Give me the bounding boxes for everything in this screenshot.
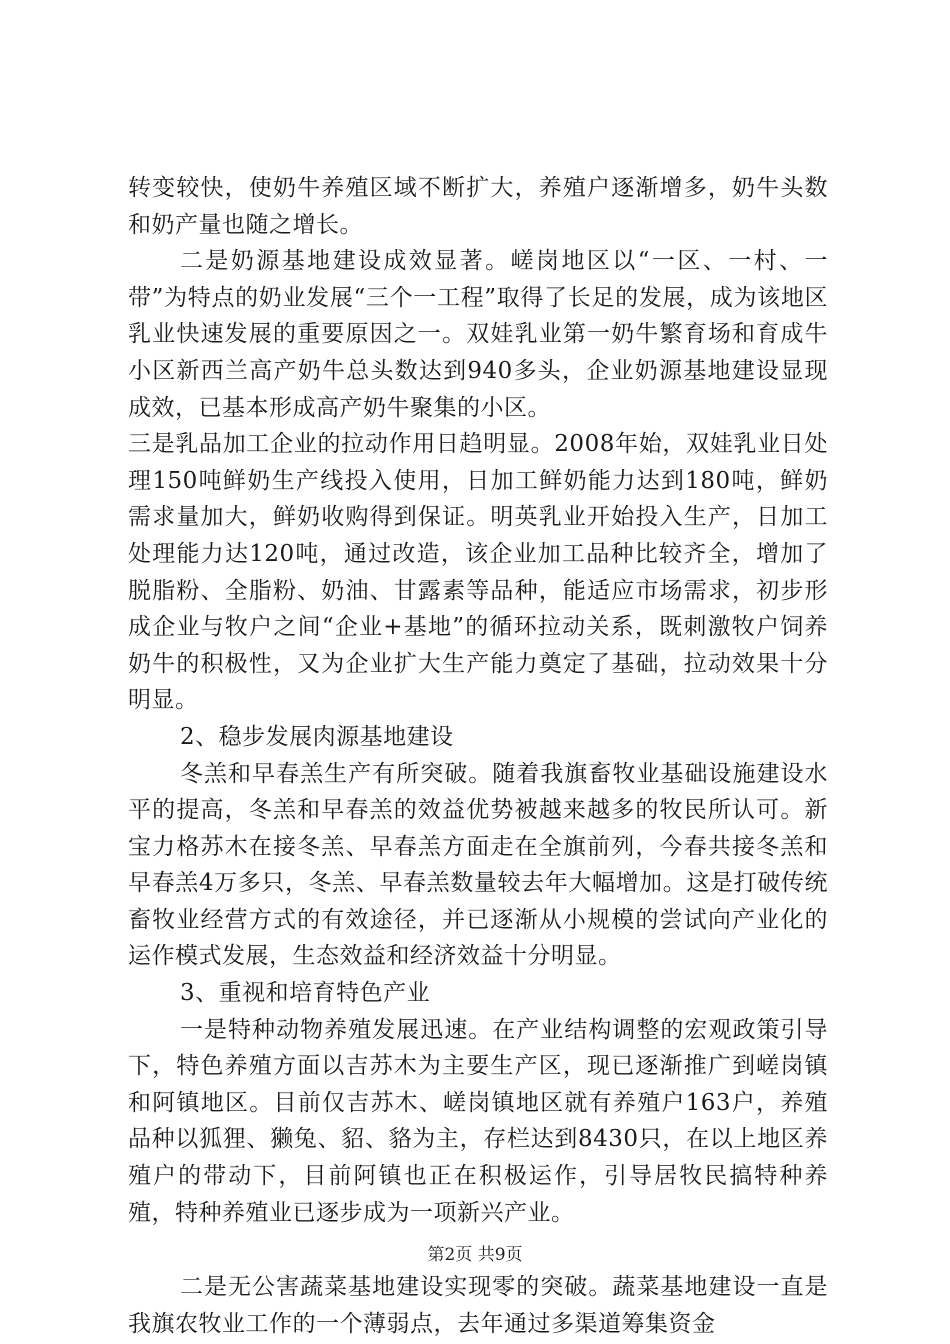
page-number: 第2页 共9页 <box>427 1245 523 1265</box>
paragraph-winter-lambs: 冬羔和早春羔生产有所突破。随着我旗畜牧业基础设施建设水平的提高，冬羔和早春羔的效益优势被越来越多的牧民所认可。新宝力格苏木在接冬羔、早春羔方面走在全旗前列，今春共接冬羔和早春羔4万多只，冬羔、早春羔数量较去年大幅增加。这是打破传统畜牧业经营方式的有效途径，并已逐渐从小规模的尝试向产业化的运作模式发展，生态效益和经济效益十分明显。 <box>128 760 828 970</box>
paragraph-continuation: 转变较快，使奶牛养殖区域不断扩大，养殖户逐渐增多，奶牛头数和奶产量也随之增长。 <box>128 175 828 238</box>
paragraph-vegetable-base: 二是无公害蔬菜基地建设实现零的突破。蔬菜基地建设一直是我旗农牧业工作的一个薄弱点，去年通过多渠道筹集资金 <box>128 1274 828 1337</box>
heading-meat-source-base: 2、稳步发展肉源基地建设 <box>180 723 454 750</box>
paragraph-special-animal-breeding: 一是特种动物养殖发展迅速。在产业结构调整的宏观政策引导下，特色养殖方面以吉苏木为主要生产区，现已逐渐推广到嵯岗镇和阿镇地区。目前仅吉苏木、嵯岗镇地区就有养殖户163户，养殖品种以狐狸、獭兔、貂、貉为主，存栏达到8430只，在以上地区养殖户的带动下，目前阿镇也正在积极运作，引导居牧民搞特种养殖，特种养殖业已逐步成为一项新兴产业。 <box>128 1016 828 1226</box>
body-text <box>128 170 828 1342</box>
heading-special-industry: 3、重视和培育特色产业 <box>180 980 431 1007</box>
paragraph-dairy-processing: 三是乳品加工企业的拉动作用日趋明显。2008年始，双娃乳业日处理150吨鲜奶生产线投入使用，日加工鲜奶能力达到180吨，鲜奶需求量加大，鲜奶收购得到保证。明英乳业开始投入生产，日加工处理能力达120吨，通过改造，该企业加工品种比较齐全，增加了脱脂粉、全脂粉、奶油、甘露素等品种，能适应市场需求，初步形成企业与牧户之间“企业+基地”的循环拉动关系，既刺激牧户饲养奶牛的积极性，又为企业扩大生产能力奠定了基础，拉动效果十分明显。 <box>128 431 828 714</box>
paragraph-milk-source-base: 二是奶源基地建设成效显著。嵯岗地区以“一区、一村、一带”为特点的奶业发展“三个一工程”取得了长足的发展，成为该地区乳业快速发展的重要原因之一。双娃乳业第一奶牛繁育场和育成牛小区新西兰高产奶牛总头数达到940多头，企业奶源基地建设显现成效，已基本形成高产奶牛聚集的小区。 <box>128 248 828 421</box>
page-footer <box>0 1244 950 1266</box>
